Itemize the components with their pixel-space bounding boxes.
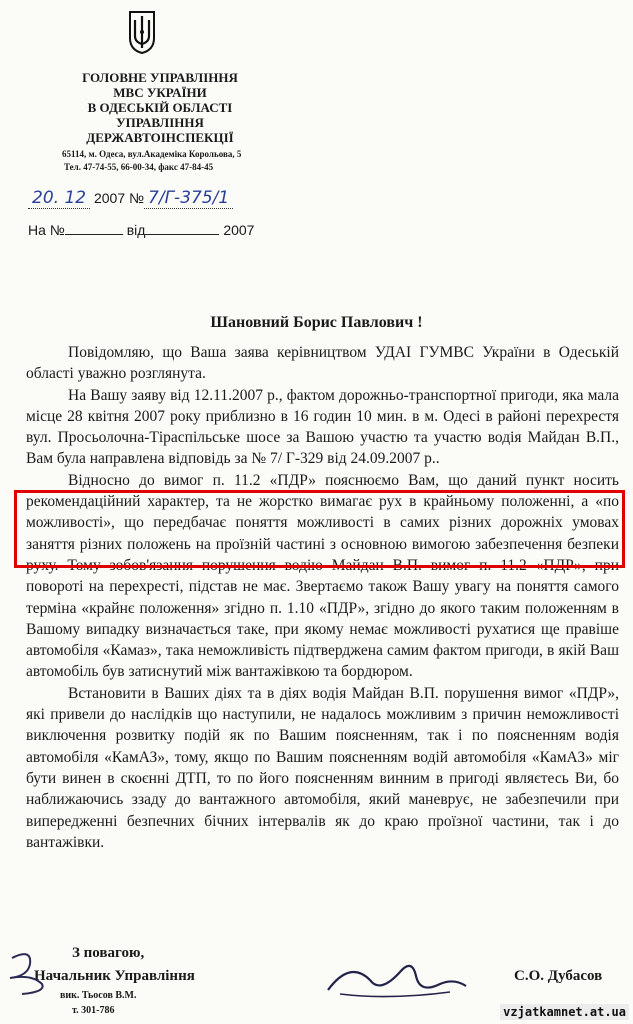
- letterhead-contacts: [62, 148, 241, 174]
- letterhead-line: ДЕРЖАВТОІНСПЕКЦІЇ: [86, 130, 234, 145]
- letterhead-line: ГОЛОВНЕ УПРАВЛІННЯ: [82, 70, 238, 85]
- salutation: Шановний Борис Павлович !: [210, 314, 423, 331]
- reply-reference-line: [28, 222, 254, 238]
- letterhead-line: В ОДЕСЬКІЙ ОБЛАСТІ: [87, 100, 233, 115]
- executor-phone: т. 301-786: [72, 1005, 115, 1016]
- signature: [320, 950, 470, 1015]
- coat-of-arms-emblem: [128, 10, 156, 54]
- paragraph: Встановити в Ваших діях та в діях водія Майдан В.П. порушення вимог «ПДР», які привели до наслідків що наступили, не надалось можливим з причин неможливості виключення розвитку подій як по Вашим поясненням, так і по поясненням водія автомобіля «КамАЗ», тому, якщо по Вашим поясненням водій автомобіля «КамАЗ» міг бути винен в скоєнні ДТП, то по його поясненням винним в пригоді являєтесь Ви, бо наближаючись ззаду до вантажного автомобіля, який маневрує, не забезпечили при випередженні безпечних бічних інтервалів як до краю проїзної частини, так і до вантажівки.: [26, 684, 619, 851]
- handwritten-number: 7/Г-375/1: [144, 188, 233, 209]
- blank-date-line: [145, 222, 219, 235]
- executor-name: вик. Тьосов В.М.: [60, 990, 137, 1001]
- highlight-box: [14, 490, 625, 568]
- closing-title: Начальник Управління: [34, 968, 195, 984]
- outgoing-date-number: [28, 188, 233, 208]
- paragraph: Повідомляю, що Ваша заява керівництвом УДАІ ГУМВС України в Одеській області уважно розглянута.: [26, 344, 619, 383]
- letterhead-line: МВС УКРАЇНИ: [113, 85, 207, 100]
- signatory-name: С.О. Дубасов: [514, 968, 603, 984]
- site-watermark: vzjatkamnet.at.ua: [500, 1004, 629, 1020]
- letterhead-phones: Тел. 47-74-55, 66-00-34, факс 47-84-45: [64, 162, 214, 172]
- letterhead-address: 65114, м. Одеса, вул.Академіка Корольова, 5: [62, 149, 242, 159]
- handwritten-date: 20. 12: [28, 188, 90, 209]
- reply-year: 2007: [223, 222, 255, 238]
- blank-number-line: [65, 222, 123, 235]
- closing-regards: З повагою,: [72, 945, 145, 961]
- paragraph: На Вашу заяву від 12.11.2007 р., фактом дорожньо-транспортної пригоди, яка мала місце 28 квітня 2007 року приблизно в 16 годин 10 мин. в м. Одесі в районі перехрестя вул. Просьолочна-Тірaспільське шосе за Вашою участю та участю водія Майдан В.П., Вам була направлена відповідь за № 7/ Г-329 від 24.09.2007 р..: [26, 386, 619, 468]
- initial-signature: [2, 948, 62, 1003]
- letter-body: [26, 342, 619, 853]
- letterhead: [60, 70, 260, 145]
- letterhead-line: УПРАВЛІННЯ: [116, 115, 204, 130]
- outgoing-number-prefix: №: [129, 190, 145, 206]
- paragraph: Відносно до вимог п. 11.2 «ПДР» пояснюємо Вам, що даний пункт носить рекомендаційний характер, та не жорстко вимагає рух в крайньому положенні, а «по можливості», що передбачає поняття можливості в самих різних дорожніх умовах заняття різних положень на проїзній частині з основною вимогою забезпечення безпеки руху. Тому зобов'язання порушення водію Майдан В.П. вимог п. 11.2 «ПДР», при повороті на перехресті, підстав не має. Звертаємо також Вашу увагу на поняття самого терміна «крайнє положення» згідно п. 1.10 «ПДР», згідно до якого таким положенням в Вашому випадку визначається таке, при якому немає можливості рухатися ще правіше автомобіля «Камаз», така неможливість підтверджена самим фактом пригоди, в якій Ваш автомобіль був затиснутий між вантажівкою та бордюром.: [26, 471, 619, 681]
- reply-number-prefix: На №: [28, 222, 65, 238]
- outgoing-year: 2007: [93, 190, 126, 206]
- reply-from-label: від: [126, 222, 146, 238]
